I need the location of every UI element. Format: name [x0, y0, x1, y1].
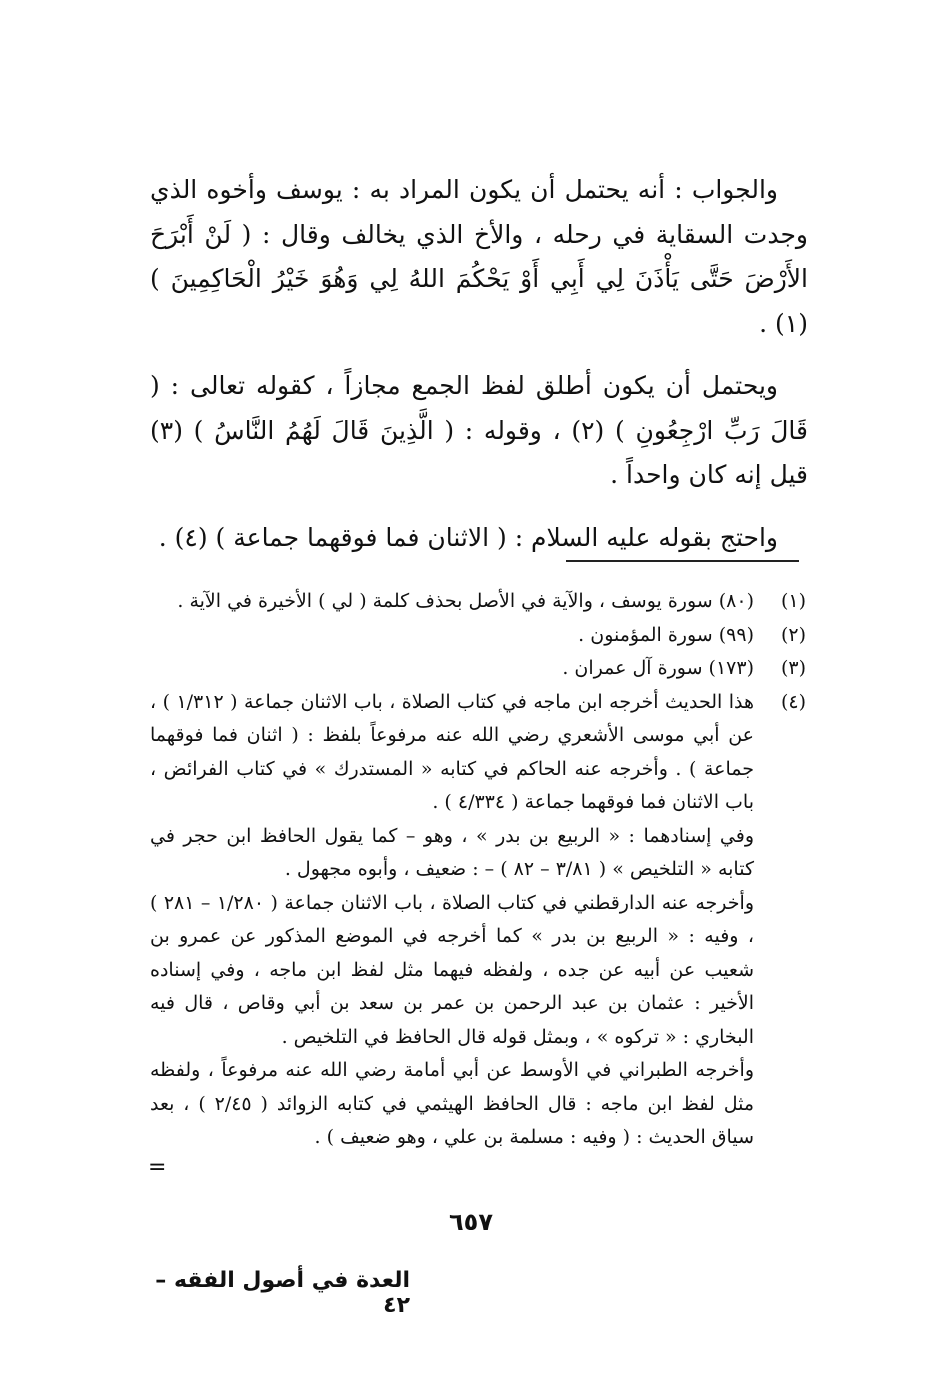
- footnote-text: (٨٠) سورة يوسف ، والآية في الأصل بحذف كلمة ( لي ) الأخيرة في الآية .: [177, 590, 754, 612]
- paragraph: واحتج بقوله عليه السلام : ( الاثنان فما فوقهما جماعة ) (٤) .: [158, 522, 778, 552]
- footnote-number: (٢): [780, 623, 806, 646]
- footnote-text: هذا الحديث أخرجه ابن ماجه في كتاب الصلاة ، باب الاثنان جماعة ( ١/٣١٢ ) ، عن أبي موسى الأشعري رضي الله عنه مرفوعاً بلفظ : ( اثنان فما فوقهما جماعة ) . وأخرجه عنه الحاكم في كتابه « المستدرك » في كتاب الفرائض ، باب الاثنان فما فوقهما جماعة ( ٤/٣٣٤ ) .: [150, 690, 754, 813]
- main-text: [150, 168, 808, 578]
- footnote-text: وفي إسنادهما : « الربيع بن بدر » ، وهو – كما يقول الحافظ ابن حجر في كتابه « التلخيص » ( ٣/٨١ – ٨٢ ) – : ضعيف ، وأبوه مجهول .: [150, 824, 754, 880]
- footnote-text: وأخرجه الطبراني في الأوسط عن أبي أمامة رضي الله عنه مرفوعاً ، ولفظه مثل لفظ ابن ماجه : قال الحافظ الهيثمي في كتابه الزوائد ( ٢/٤٥ ) ، بعد سياق الحديث : ( وفيه : مسلمة بن علي ، وهو ضعيف ) .: [150, 1059, 754, 1148]
- footnote: [150, 652, 806, 686]
- footnote-separator: [566, 560, 799, 562]
- footnote-number: (٣): [780, 657, 806, 679]
- paragraph: والجواب : أنه يحتمل أن يكون المراد به : يوسف وأخوه الذي وجدت السقاية في رحله ، والأخ الذي يخالف وقال : ( لَنْ أَبْرَحَ الأَرْضَ حَتَّى يَأْذَنَ لِي أَبِي أَوْ يَحْكُمَ اللهُ لِي وَهُوَ خَيْرُ الْحَاكِمِينَ ) (١) .: [150, 175, 808, 338]
- continuation-mark: =: [148, 1155, 167, 1180]
- footnote-body: [150, 652, 754, 686]
- footnote: [150, 619, 806, 653]
- paragraph: ويحتمل أن يكون أطلق لفظ الجمع مجازاً ، كقوله تعالى : ( قَالَ رَبِّ ارْجِعُونِ ) (٢) ، وقوله : ( الَّذِينَ قَالَ لَهُمُ النَّاسُ ) (٣) قيل إنه كان واحداً .: [150, 371, 809, 489]
- footnote: [150, 585, 806, 619]
- footnote-text: (١٧٣) سورة آل عمران .: [562, 657, 754, 679]
- page-number: ٦٥٧: [449, 1208, 493, 1236]
- footnote: [150, 686, 806, 1155]
- footnote-body: [150, 619, 754, 653]
- footnote-text: (٩٩) سورة المؤمنون .: [578, 623, 754, 646]
- footnotes: [150, 585, 806, 1155]
- footer-signature: العدة في أصول الفقه – ٤٢: [155, 1268, 410, 1318]
- footnote-number: (٤): [780, 690, 806, 713]
- footnote-number: (١): [780, 590, 806, 612]
- footnote-text: وأخرجه عنه الدارقطني في كتاب الصلاة ، باب الاثنان جماعة ( ١/٢٨٠ – ٢٨١ ) ، وفيه : « الربيع بن بدر » كما أخرجه في الموضع المذكور عن عمرو بن شعيب عن أبيه عن جده ، ولفظه فيهما مثل لفظ ابن ماجه ، وفي إسناده الأخير : عثمان بن عبد الرحمن بن عمر بن سعد بن أبي وقاص ، قال فيه البخاري : « تركوه » ، وبمثل قوله قال الحافظ في التلخيص .: [150, 891, 754, 1048]
- footnote-body: [150, 585, 754, 619]
- footnote-body: [150, 686, 754, 1155]
